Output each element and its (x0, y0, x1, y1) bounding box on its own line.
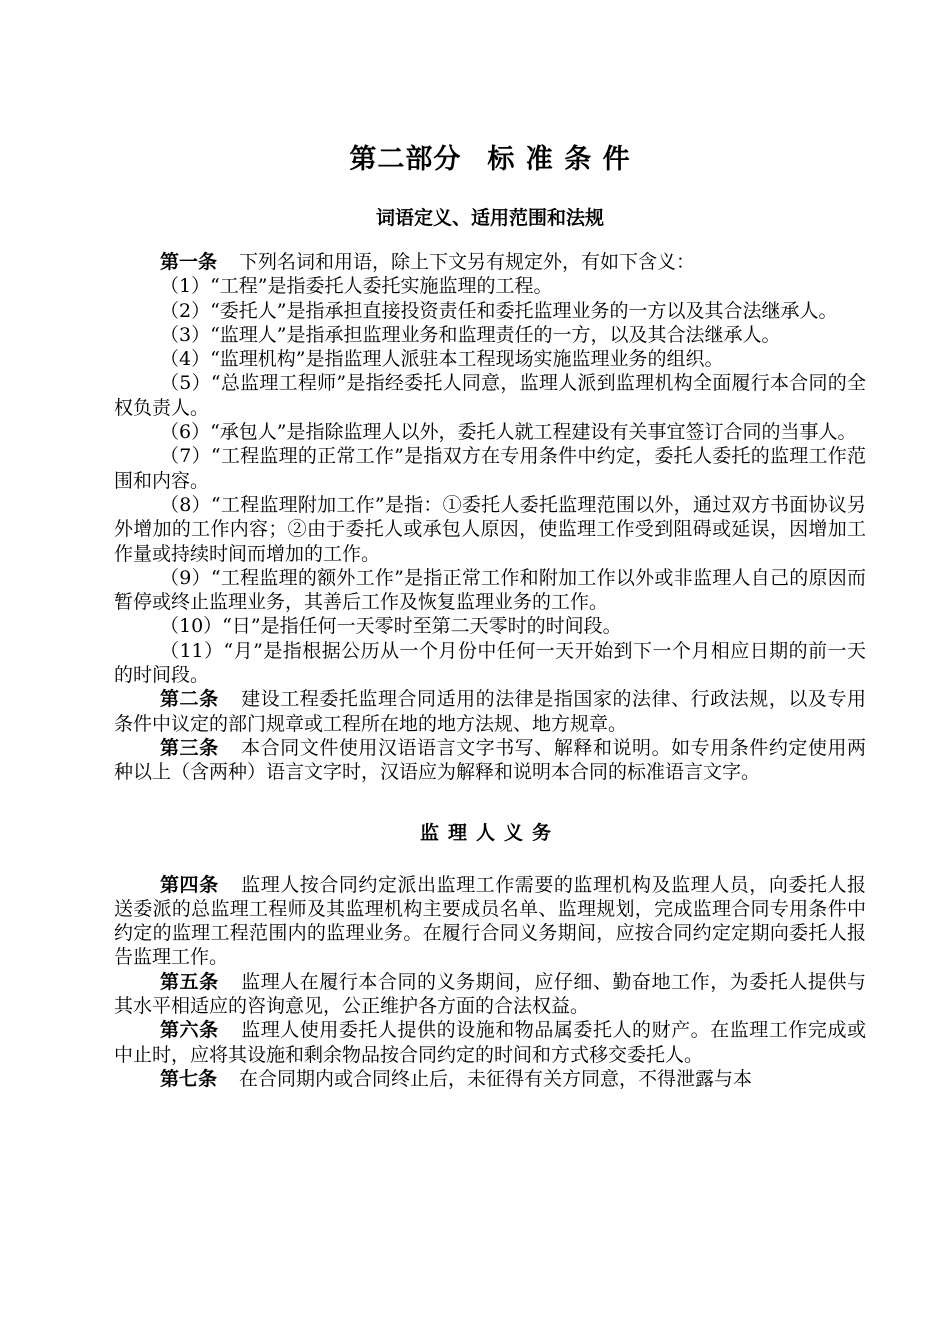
article-5 (114, 970, 866, 1019)
article-label: 第一条 (160, 251, 218, 273)
article-label: 第六条 (160, 1019, 219, 1042)
section-heading: 词语定义、适用范围和法规 (375, 207, 604, 229)
definition-item: （4）“监理机构”是指监理人派驻本工程现场实施监理业务的组织。 (160, 348, 724, 371)
definition-item: （7）“工程监理的正常工作”是指双方在专用条件中约定，委托人委托的监理工作范围和内容。 (114, 445, 866, 492)
definition-item: （1）“工程”是指委托人委托实施监理的工程。 (160, 275, 553, 298)
page-title (114, 140, 866, 180)
article-7 (114, 1067, 866, 1091)
title-part: 第二部分 (349, 144, 462, 175)
article-text: 建设工程委托监理合同适用的法律是指国家的法律、行政法规，以及专用条件中议定的部门规章或工程所在地的地方法规、地方规章。 (114, 688, 866, 735)
definition-item: （5）“总监理工程师”是指经委托人同意，监理人派到监理机构全面履行本合同的全权负责人。 (114, 372, 866, 419)
section-heading: 监理人义务 (419, 821, 560, 844)
definition-item: （9）“工程监理的额外工作”是指正常工作和附加工作以外或非监理人自己的原因而暂停或终止监理业务，其善后工作及恢复监理业务的工作。 (114, 566, 866, 614)
definition-item: （11）“月”是指根据公历从一个月份中任何一天开始到下一个月相应日期的前一天的时间段。 (114, 639, 866, 687)
article-text: 监理人使用委托人提供的设施和物品属委托人的财产。在监理工作完成或中止时，应将其设施和剩余物品按合同约定的时间和方式移交委托人。 (114, 1019, 866, 1066)
article-3 (114, 736, 866, 785)
article-text: 下列名词和用语，除上下文另有规定外，有如下含义： (239, 251, 696, 273)
article-text: 在合同期内或合同终止后，未征得有关方同意，不得泄露与本 (239, 1067, 753, 1090)
article-text: 本合同文件使用汉语语言文字书写、解释和说明。如专用条件约定使用两种以上（含两种）语言文字时，汉语应为解释和说明本合同的标准语言文字。 (114, 736, 866, 784)
article-2 (114, 687, 866, 736)
definition-item: （3）“监理人”是指承担监理业务和监理责任的一方，以及其合法继承人。 (160, 323, 781, 346)
article-label: 第五条 (160, 970, 219, 993)
article-text: 监理人在履行本合同的义务期间，应仔细、勤奋地工作，为委托人提供与其水平相适应的咨询意见，公正维护各方面的合法权益。 (114, 970, 866, 1018)
definition-item: （8）“工程监理附加工作”是指：①委托人委托监理范围以外，通过双方书面协议另外增加的工作内容；②由于委托人或承包人原因，使监理工作受到阻碍或延误，因增加工作量或持续时间而增加的工作。 (114, 493, 866, 565)
section-definitions (114, 204, 866, 785)
document-page (114, 140, 866, 1091)
article-label: 第三条 (160, 736, 219, 759)
article-label: 第七条 (160, 1067, 218, 1090)
definition-item: （2）“委托人”是指承担直接投资责任和委托监理业务的一方以及其合法继承人。 (160, 299, 838, 322)
article-4 (114, 873, 866, 970)
article-label: 第二条 (160, 688, 219, 711)
title-name: 标 准 条 件 (487, 144, 631, 175)
definition-item: （10）“日”是指任何一天零时至第二天零时的时间段。 (160, 615, 622, 638)
article-6 (114, 1018, 866, 1067)
article-text: 监理人按合同约定派出监理工作需要的监理机构及监理人员，向委托人报送委派的总监理工程师及其监理机构主要成员名单、监理规划，完成监理合同专用条件中约定的监理工程范围内的监理业务。在履行合同义务期间，应按合同约定定期向委托人报告监理工作。 (114, 873, 866, 969)
section-supervisor-obligations (114, 819, 866, 1092)
definition-item: （6）“承包人”是指除监理人以外，委托人就工程建设有关事宜签订合同的当事人。 (160, 421, 857, 444)
article-label: 第四条 (160, 873, 219, 896)
article-1 (114, 250, 866, 274)
